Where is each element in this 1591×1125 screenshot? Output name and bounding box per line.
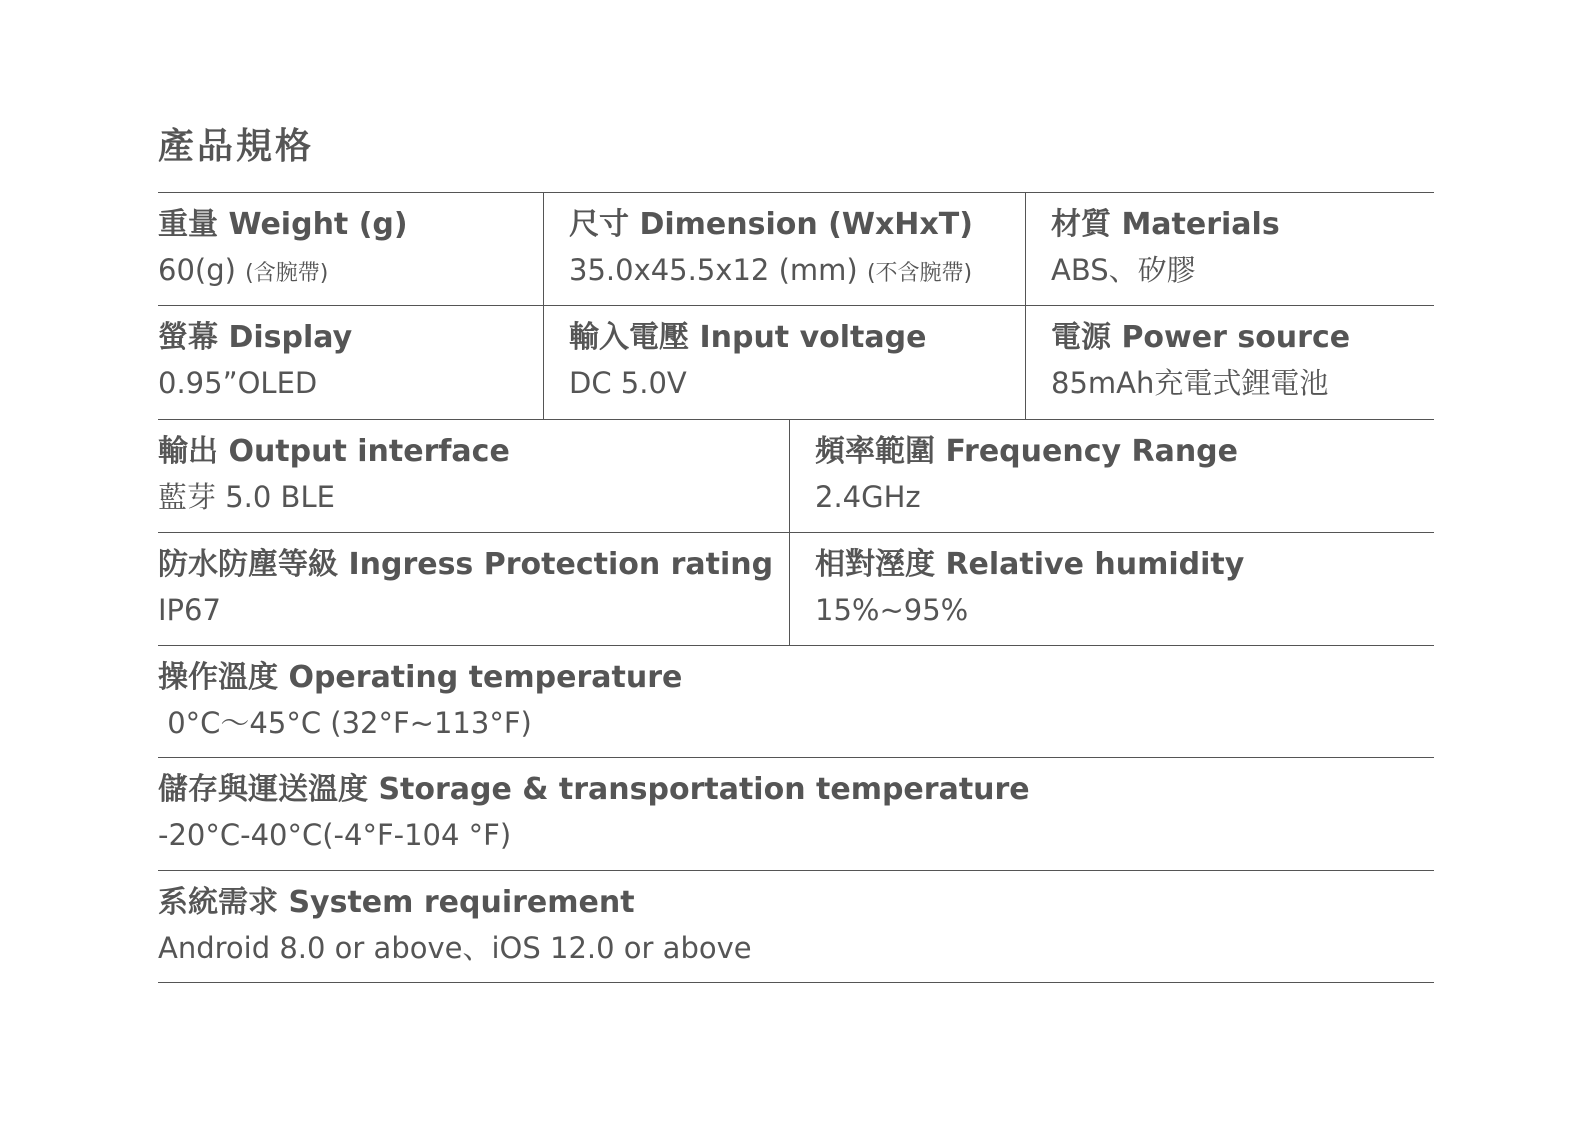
spec-value-operating-temp: 0°C～45°C (32°F~113°F) <box>158 706 532 740</box>
spec-value-storage-temp: -20°C-40°C(-4°F-104 °F) <box>158 818 512 852</box>
spec-row-3 <box>158 420 1434 533</box>
spec-row-2 <box>158 306 1434 420</box>
spec-label-input-voltage: 輸入電壓 Input voltage <box>569 320 927 355</box>
spec-label-operating-temp: 操作溫度 Operating temperature <box>158 660 683 695</box>
spec-value-weight-text: 60(g) <box>158 253 236 287</box>
spec-cell-storage-temp <box>158 758 1434 870</box>
spec-cell-dimension <box>544 193 1026 305</box>
spec-value-input-voltage: DC 5.0V <box>569 366 687 400</box>
spec-label-humidity: 相對溼度 Relative humidity <box>815 547 1245 582</box>
spec-cell-operating-temp <box>158 646 1434 757</box>
spec-cell-humidity <box>790 533 1434 645</box>
spec-label-ip-rating: 防水防塵等級 Ingress Protection rating <box>158 547 774 582</box>
spec-row-4 <box>158 533 1434 646</box>
page-title: 產品規格 <box>158 126 315 167</box>
spec-value-ip-rating: IP67 <box>158 593 221 627</box>
spec-value-display: 0.95”OLED <box>158 366 318 400</box>
spec-row-5 <box>158 646 1434 758</box>
spec-cell-frequency <box>790 420 1434 532</box>
spec-value-dimension <box>569 247 1025 297</box>
spec-cell-system <box>158 871 1434 982</box>
spec-label-power-source: 電源 Power source <box>1051 320 1351 355</box>
spec-label-storage-temp: 儲存與運送溫度 Storage & transportation temperature <box>158 772 1030 807</box>
spec-label-materials: 材質 Materials <box>1051 207 1280 242</box>
spec-cell-input-voltage <box>544 306 1026 419</box>
spec-note-dimension: (不含腕帶) <box>866 261 973 286</box>
spec-note-weight: (含腕帶) <box>245 261 329 286</box>
spec-row-1 <box>158 192 1434 306</box>
spec-row-7 <box>158 871 1434 983</box>
spec-label-dimension: 尺寸 Dimension (WxHxT) <box>569 207 973 242</box>
spec-cell-output <box>158 420 790 532</box>
spec-label-frequency: 頻率範圍 Frequency Range <box>815 434 1239 469</box>
spec-table <box>158 192 1434 983</box>
spec-cell-ip-rating <box>158 533 790 645</box>
spec-row-6 <box>158 758 1434 871</box>
spec-value-system: Android 8.0 or above、iOS 12.0 or above <box>158 931 752 965</box>
spec-value-output: 藍芽 5.0 BLE <box>158 480 335 514</box>
spec-label-output: 輸出 Output interface <box>158 434 510 469</box>
spec-cell-power-source <box>1026 306 1434 419</box>
spec-cell-display <box>158 306 544 419</box>
spec-cell-materials <box>1026 193 1434 305</box>
spec-label-display: 螢幕 Display <box>158 320 353 355</box>
spec-label-weight: 重量 Weight (g) <box>158 207 408 242</box>
spec-value-dimension-text: 35.0x45.5x12 (mm) <box>569 253 858 287</box>
spec-value-frequency: 2.4GHz <box>815 480 921 514</box>
spec-label-system: 系統需求 System requirement <box>158 885 635 920</box>
spec-cell-weight <box>158 193 544 305</box>
spec-value-humidity: 15%~95% <box>815 593 969 627</box>
spec-value-power-source: 85mAh充電式鋰電池 <box>1051 366 1329 400</box>
spec-value-weight <box>158 247 543 297</box>
spec-value-materials: ABS、矽膠 <box>1051 253 1196 287</box>
